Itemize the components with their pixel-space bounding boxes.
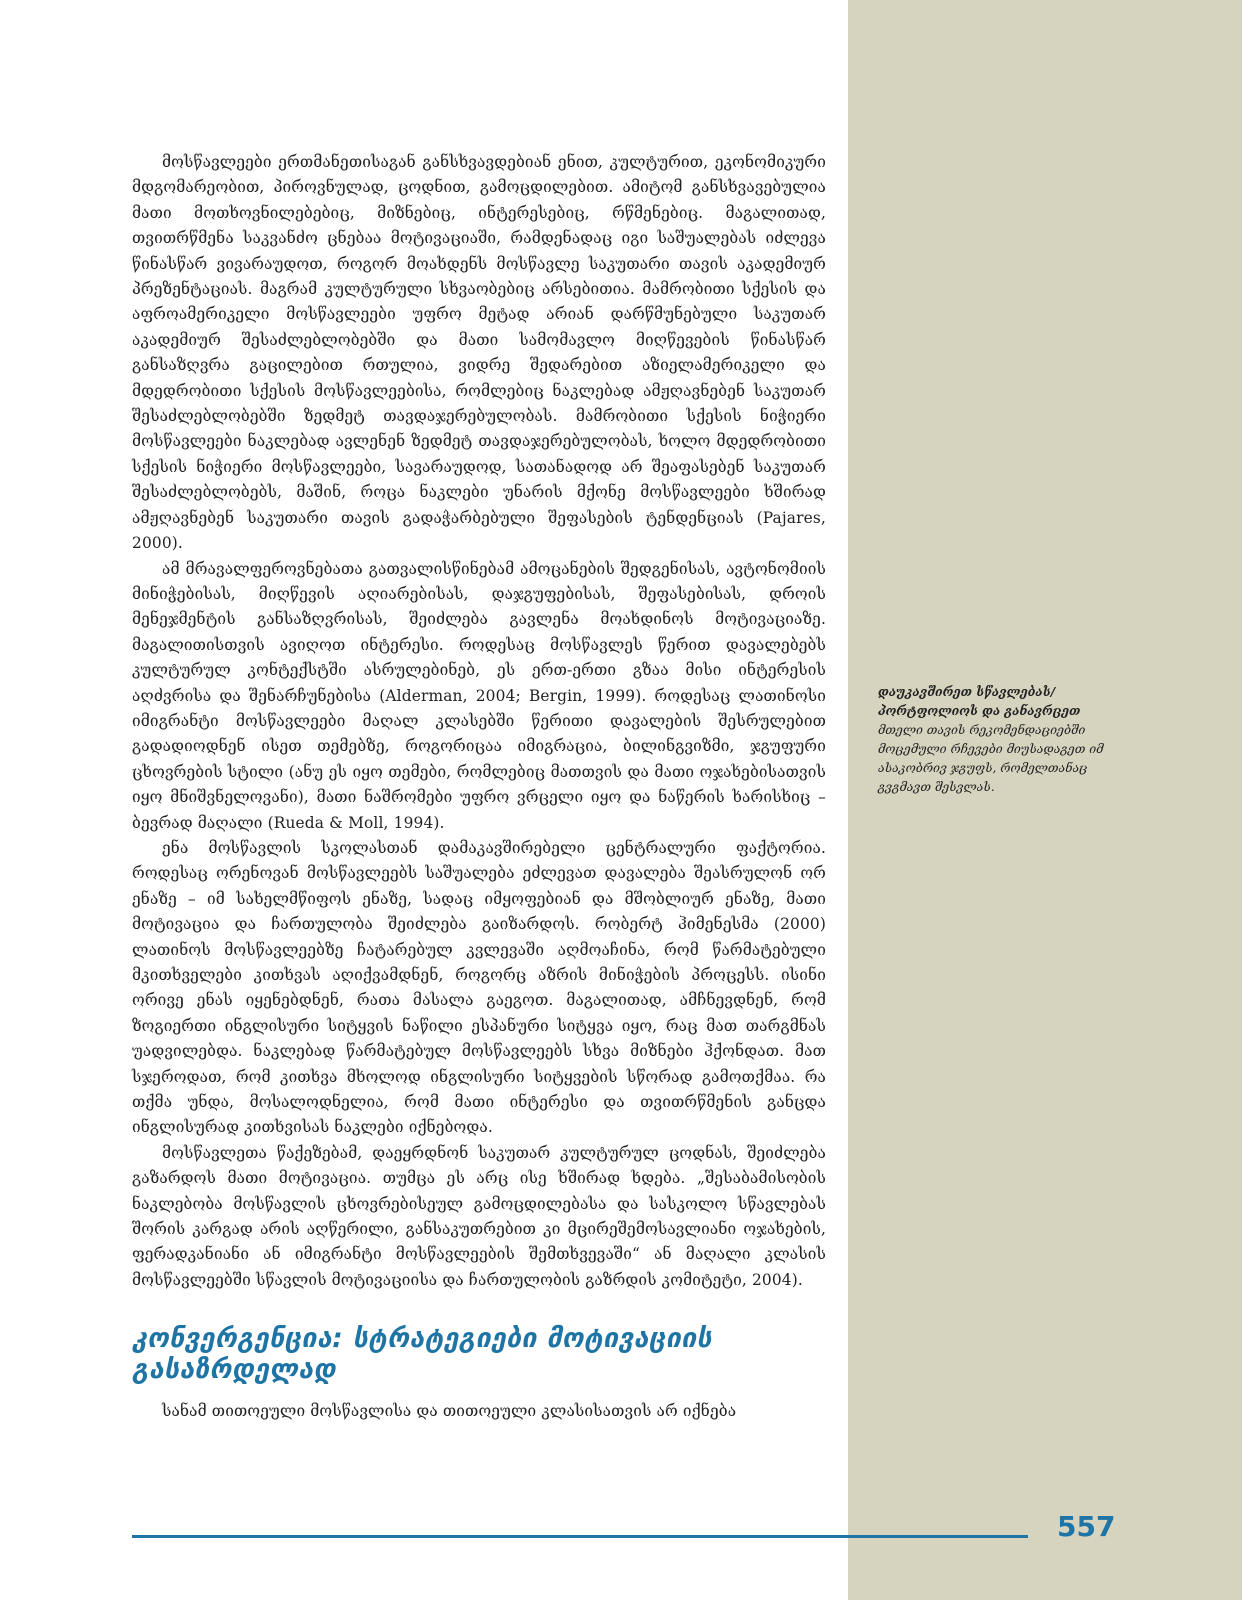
sidebar-note (878, 683, 1128, 797)
main-text-column (132, 150, 826, 1425)
sidebar-note-body: მთელი თავის რეკომენდაციებში მოცემული რჩევები მიუსადაგეთ იმ ასაკობრივ ჯგუფს, რომელთანაც გვგმავთ შესვლას. (878, 723, 1104, 794)
body-paragraph-3: ენა მოსწავლის სკოლასთან დამაკავშირებელი ცენტრალური ფაქტორია. როდესაც ორენოვან მოსწავლეებს საშუალება ეძლევათ დავალება შეასრულონ ორ ენაზე – იმ სახელმწიფოს ენაზე, სადაც იმყოფებიან და მშობლიურ ენაზე, მათი მოტივაცია და ჩართულობა შეიძლება გაიზარდოს. რობერტ ჰიმენესმა (2000) ლათინოს მოსწავლეებზე ჩატარებულ კვლევაში აღმოაჩინა, რომ წარმატებული მკითხველები კითხვას აღიქვამდნენ, როგორც აზრის მინიჭების პროცესს. ისინი ორივე ენას იყენებდნენ, რათა მასალა გაეგოთ. მაგალითად, ამჩნევდნენ, რომ ზოგიერთი ინგლისური სიტყვის ნაწილი ესპანური სიტყვა იყო, რაც მათ თარგმნას უადვილებდა. ნაკლებად წარმატებულ მოსწავლეებს სხვა მიზნები ჰქონდათ. მათ სჯეროდათ, რომ კითხვა მხოლოდ ინგლისური სიტყვების სწორად გამოთქმაა. რა თქმა უნდა, მოსალოდნელია, რომ მათი ინტერესი და თვითრწმენის განცდა ინგლისურად კითხვისას ნაკლები იქნებოდა. (132, 838, 826, 1137)
page-number: 557 (1057, 1510, 1116, 1543)
body-paragraph-2: ამ მრავალფეროვნებათა გათვალისწინებამ ამოცანების შედგენისას, ავტონომიის მინიჭებისას, მიღწევის აღიარებისას, დაჯგუფებისას, შეფასებისას, დროის მენეჯმენტის განსაზღვრისას, შეიძლება გავლენა მოახდინოს მოტივაციაზე. მაგალითისთვის ავიღოთ ინტერესი. როდესაც მოსწავლეს წერით დავალებებს კულტურულ კონტექსტში ასრულებინებ, ეს ერთ-ერთი გზაა მისი ინტერესის აღძვრისა და შენარჩუნებისა (Alderman, 2004; Bergin, 1999). როდესაც ლათინოსი იმიგრანტი მოსწავლეები მაღალ კლასებში წერითი დავალების შესრულებით გადადიოდნენ ისეთ თემებზე, როგორიცაა იმიგრაცია, ბილინგვიზმი, ჯგუფური ცხოვრების სტილი (ანუ ეს იყო თემები, რომლებიც მათთვის და მათი ოჯახებისათვის იყო მნიშვნელოვანი), მათი ნაშრომები უფრო ვრცელი იყო და ნაწერის ხარისხიც – ბევრად მაღალი (Rueda & Moll, 1994). (132, 559, 826, 832)
sidebar-panel (848, 0, 1242, 1600)
sidebar-note-title: დაუკავშირეთ სწავლებას/ პორტფოლიოს და განავრცეთ (878, 685, 1081, 718)
body-paragraph-5: სანამ თითოეული მოსწავლისა და თითოეული კლასისათვის არ იქნება (162, 1402, 737, 1421)
body-paragraph-4: მოსწავლეთა წაქეზებამ, დაეყრდნონ საკუთარ კულტურულ ცოდნას, შეიძლება გაზარდოს მათი მოტივაცია. თუმცა ეს არც ისე ხშირად ხდება. „შესაბამისობის ნაკლებობა მოსწავლის ცხოვრებისეულ გამოცდილებასა და სასკოლო სწავლებას შორის კარგად არის აღწერილი, განსაკუთრებით კი მცირეშემოსავლიანი ოჯახების, ფერადკანიანი ან იმიგრანტი მოსწავლეების შემთხვევაში“ ან მაღალი კლასის მოსწავლეებში სწავლის მოტივაციისა და ჩართულობის გაზრდის კომიტეტი, 2004). (132, 1143, 826, 1289)
section-heading: კონვერგენცია: სტრატეგიები მოტივაციის გასაზრდელად (132, 1323, 713, 1386)
footer-rule (132, 1535, 1028, 1538)
body-paragraph-1: მოსწავლეები ერთმანეთისაგან განსხვავდებიან ენით, კულტურით, ეკონომიკური მდგომარეობით, პიროვნულად, ცოდნით, გამოცდილებით. ამიტომ განსხვავებულია მათი მოთხოვნილებებიც, მიზნებიც, ინტერესებიც, რწმენებიც. მაგალითად, თვითრწმენა საკვანძო ცნებაა მოტივაციაში, რამდენადაც იგი საშუალებას იძლევა წინასწარ ვივარაუდოთ, როგორ მოახდენს მოსწავლე საკუთარი თავის აკადემიურ პრეზენტაციას. მაგრამ კულტურული სხვაობებიც არსებითია. მამრობითი სქესის და აფროამერიკელი მოსწავლეები უფრო მეტად არიან დარწმუნებული საკუთარ აკადემიურ შესაძლებლობებში და მათი სამომავლო მიღწევების წინასწარ განსაზღვრა გაცილებით რთულია, ვიდრე შედარებით აზიელამერიკელი და მდედრობითი სქესის მოსწავლეებისა, რომლებიც ნაკლებად ამჟღავნებენ საკუთარ შესაძლებლობებში ზედმეტ თავდაჯერებულობას. მამრობითი სქესის ნიჭიერი მოსწავლეები ნაკლებად ავლენენ ზედმეტ თავდაჯერებულობას, ხოლო მდედრობითი სქესის ნიჭიერი მოსწავლეები, სავარაუდოდ, სათანადოდ არ შეაფასებენ საკუთარ შესაძლებლობებს, მაშინ, როცა ნაკლები უნარის მქონე მოსწავლეები ხშირად ამჟღავნებენ საკუთარი თავის გადაჭარბებული შეფასების ტენდენციას (Pajares, 2000). (132, 153, 826, 553)
